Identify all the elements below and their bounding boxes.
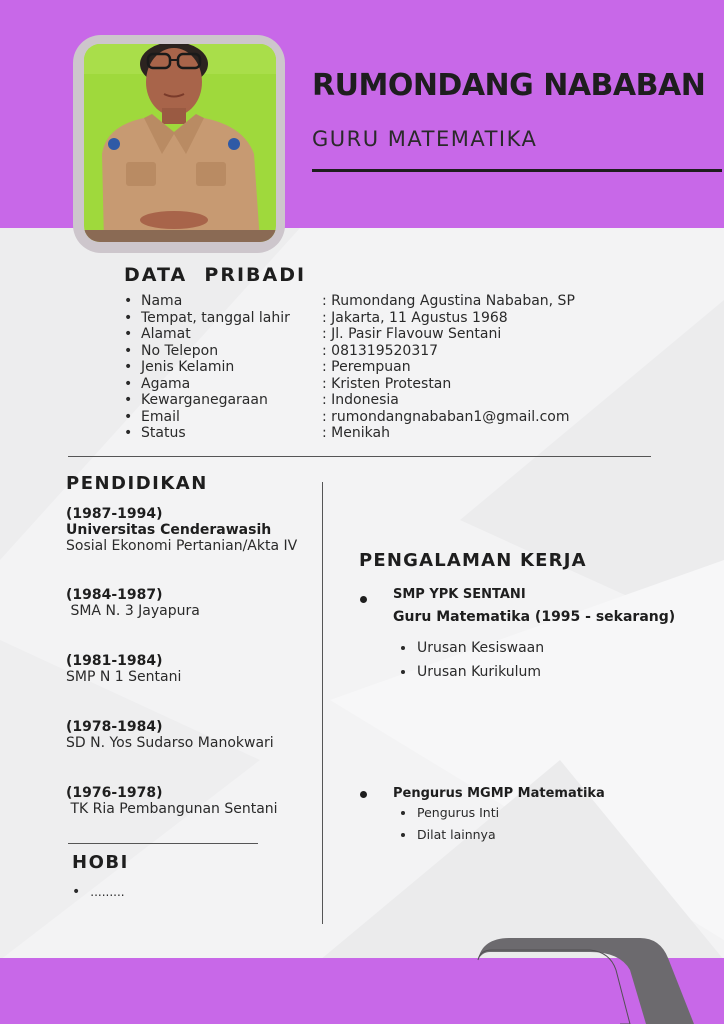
experience-duty	[401, 660, 544, 684]
personal-data-row	[124, 376, 575, 393]
experience-employer: SMP YPK SENTANI	[393, 587, 526, 602]
field-label: No Telepon	[141, 342, 219, 359]
personal-data-row	[124, 409, 575, 426]
bullet-icon	[360, 596, 367, 603]
experience-duty	[401, 802, 499, 824]
field-value: : Kristen Protestan	[322, 375, 452, 392]
field-label: Jenis Kelamin	[141, 359, 235, 375]
education-item	[66, 506, 297, 554]
field-label: Email	[141, 408, 180, 425]
bullet-icon: •	[124, 359, 133, 375]
education-item	[66, 587, 200, 619]
bullet-icon	[401, 833, 405, 837]
education-detail: SMA N. 3 Jayapura	[66, 603, 200, 619]
field-label: Agama	[141, 375, 191, 392]
experience-duties-list	[401, 636, 544, 684]
field-label: Tempat, tanggal lahir	[141, 309, 290, 326]
hobby-text: .........	[90, 885, 125, 899]
personal-data-row	[124, 343, 575, 360]
bullet-icon: •	[124, 309, 133, 326]
section-divider	[68, 456, 651, 457]
profile-photo	[84, 44, 276, 242]
bullet-icon: •	[124, 293, 133, 309]
personal-data-heading: DATA PRIBADI	[124, 264, 307, 286]
bullet-icon	[401, 811, 405, 815]
bullet-icon: •	[124, 375, 133, 392]
duty-text: Urusan Kurikulum	[417, 664, 542, 680]
bullet-icon: •	[124, 425, 133, 441]
footer-ribbon-decoration	[470, 930, 724, 1024]
bullet-icon: •	[72, 884, 81, 900]
education-item	[66, 719, 274, 751]
experience-duty	[401, 824, 499, 846]
duty-text: Dilat lainnya	[417, 827, 496, 842]
experience-duties-list	[401, 802, 499, 846]
education-heading: PENDIDIKAN	[66, 473, 208, 494]
person-name: RUMONDANG NABABAN	[312, 68, 706, 103]
personal-data-list	[124, 293, 575, 442]
experience-duty	[401, 636, 544, 660]
bullet-icon	[401, 646, 405, 650]
field-value: : 081319520317	[322, 342, 439, 359]
hobby-heading: HOBI	[72, 852, 129, 873]
hobby-item	[72, 884, 125, 900]
bullet-icon	[360, 791, 367, 798]
field-value: : Rumondang Agustina Nababan, SP	[322, 293, 575, 309]
education-years: (1981-1984)	[66, 653, 163, 669]
personal-data-row	[124, 326, 575, 343]
field-label: Nama	[141, 293, 183, 309]
field-label: Alamat	[141, 326, 191, 342]
education-detail: SMP N 1 Sentani	[66, 669, 182, 685]
education-item	[66, 653, 181, 685]
hobby-divider	[68, 843, 258, 844]
bullet-icon: •	[124, 392, 133, 408]
education-years: (1987-1994)	[66, 506, 163, 522]
personal-data-row	[124, 310, 575, 327]
field-value: : Perempuan	[322, 359, 411, 375]
personal-data-row	[124, 359, 575, 376]
field-label: Status	[141, 425, 186, 441]
personal-data-row	[124, 425, 575, 442]
experience-heading: PENGALAMAN KERJA	[359, 550, 587, 571]
education-years: (1978-1984)	[66, 719, 163, 735]
bullet-icon: •	[124, 342, 133, 359]
duty-text: Pengurus Inti	[417, 805, 500, 820]
bullet-icon: •	[124, 326, 133, 342]
field-value: : Menikah	[322, 425, 390, 441]
personal-data-row	[124, 392, 575, 409]
education-years: (1984-1987)	[66, 587, 163, 603]
education-detail: TK Ria Pembangunan Sentani	[66, 801, 278, 817]
education-detail: SD N. Yos Sudarso Manokwari	[66, 735, 274, 751]
field-value: : Jl. Pasir Flavouw Sentani	[322, 326, 502, 342]
personal-data-row	[124, 293, 575, 310]
education-years: (1976-1978)	[66, 785, 163, 801]
field-value: : Jakarta, 11 Agustus 1968	[322, 309, 508, 326]
education-detail: Sosial Ekonomi Pertanian/Akta IV	[66, 538, 298, 554]
field-value: : Indonesia	[322, 392, 399, 408]
bullet-icon	[401, 670, 405, 674]
field-value: : rumondangnababan1@gmail.com	[322, 408, 570, 425]
education-item	[66, 785, 278, 817]
bullet-icon: •	[124, 408, 133, 425]
title-underline	[312, 169, 722, 172]
duty-text: Urusan Kesiswaan	[417, 640, 545, 656]
job-title: GURU MATEMATIKA	[312, 127, 538, 151]
experience-position: Guru Matematika (1995 - sekarang)	[393, 609, 676, 625]
experience-role: Pengurus MGMP Matematika	[393, 786, 605, 801]
education-institution: Universitas Cenderawasih	[66, 522, 272, 538]
field-label: Kewarganegaraan	[141, 392, 268, 408]
column-divider	[322, 482, 323, 924]
